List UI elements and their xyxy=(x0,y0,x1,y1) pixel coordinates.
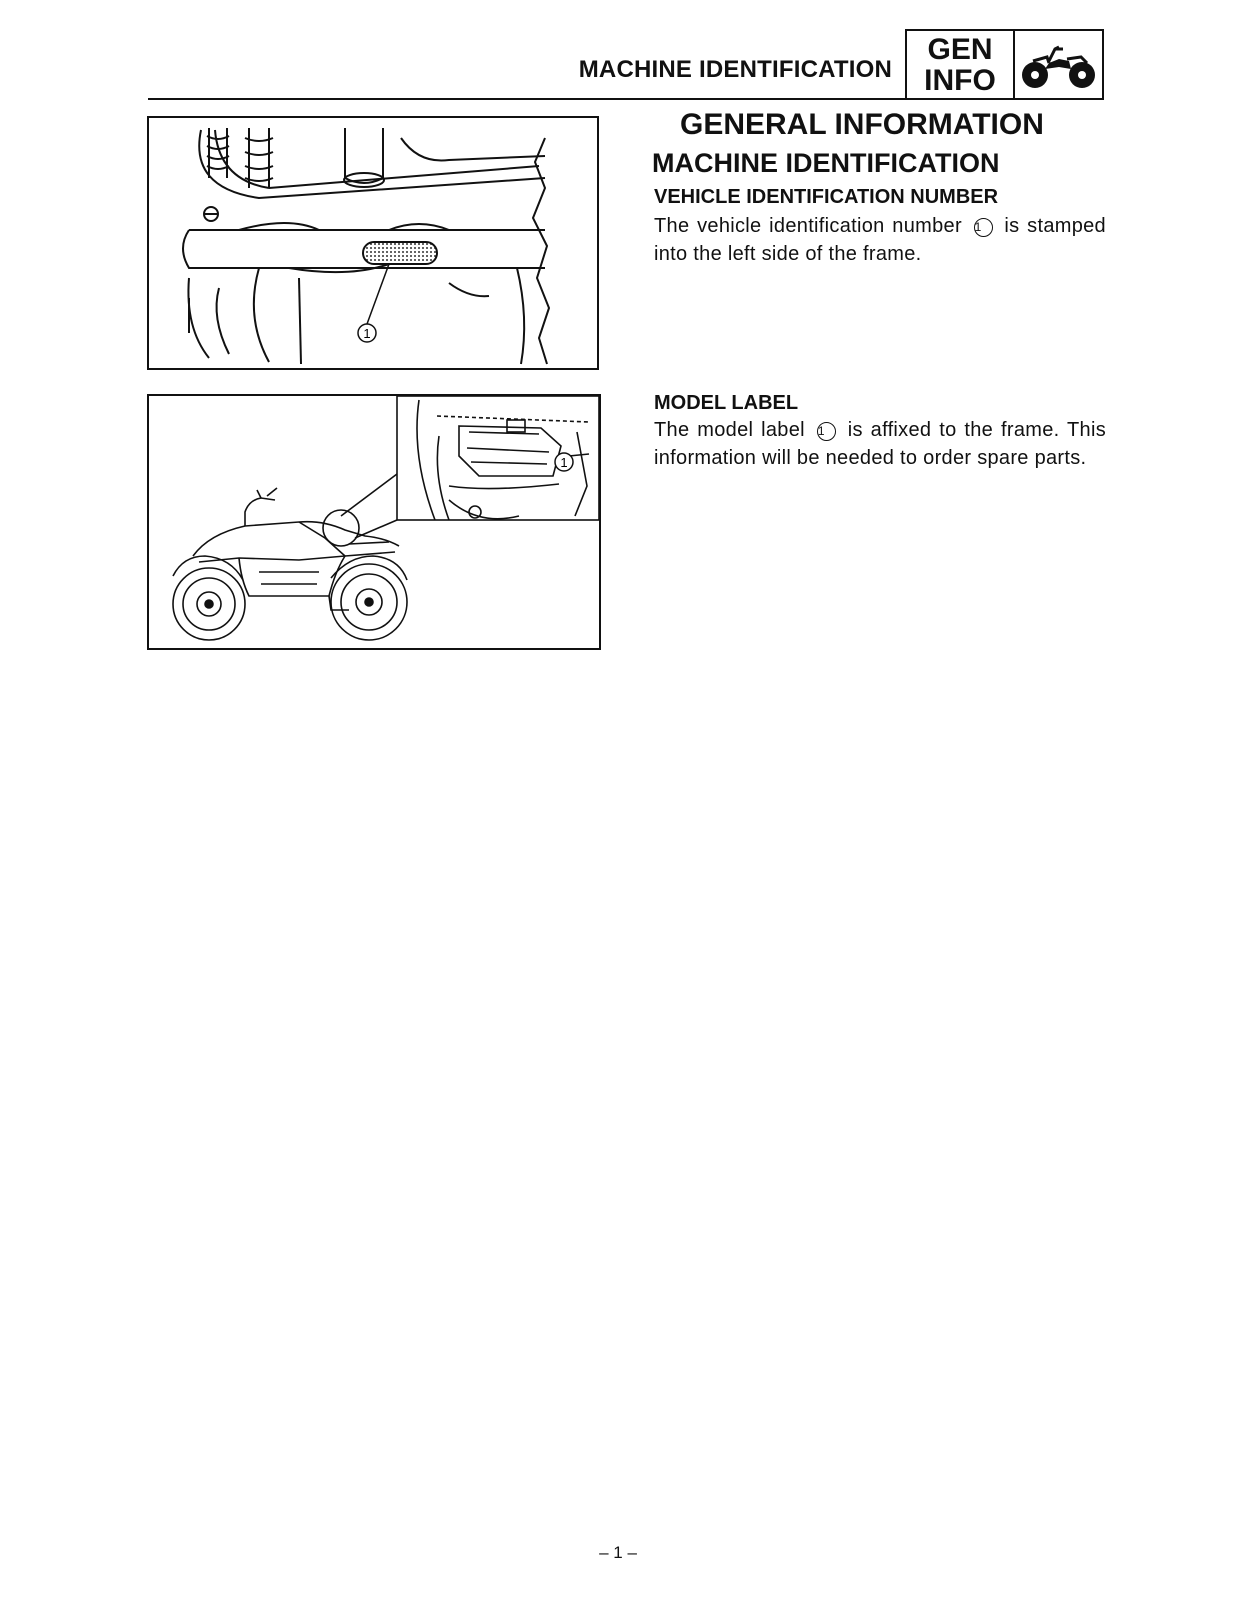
vin-callout-ref: 1 xyxy=(974,218,993,237)
vin-heading: VEHICLE IDENTIFICATION NUMBER xyxy=(654,186,999,208)
model-label-figure xyxy=(147,394,601,650)
model-label-callout: 1 xyxy=(560,455,568,470)
model-label-heading: MODEL LABEL xyxy=(654,392,799,414)
vin-text-before: The vehicle identification number xyxy=(654,215,962,237)
vin-text-after: is stamped into the left side of the frame. xyxy=(654,215,1106,265)
model-label-text-after: is affixed to the frame. This information will be needed to order spare parts. xyxy=(654,419,1107,469)
model-label-text-before: The model label xyxy=(654,419,805,441)
atv-icon xyxy=(1015,31,1102,98)
tab-line-1: GEN xyxy=(927,32,993,66)
subsection-title: MACHINE IDENTIFICATION xyxy=(652,148,1000,178)
header-rule xyxy=(148,98,906,100)
vin-paragraph xyxy=(654,212,1106,268)
vin-callout: 1 xyxy=(363,326,371,341)
vin-location-figure xyxy=(147,116,599,370)
model-label-callout-ref: 1 xyxy=(817,422,836,441)
model-label-paragraph xyxy=(654,416,1106,472)
vin-stamp-area xyxy=(363,242,437,264)
tab-line-2: INFO xyxy=(924,63,996,97)
page-number: – 1 – xyxy=(599,1543,637,1562)
section-tab-label xyxy=(907,31,1015,98)
header-title: MACHINE IDENTIFICATION xyxy=(578,56,892,83)
section-tab xyxy=(905,29,1104,100)
section-title: GENERAL INFORMATION xyxy=(680,108,1044,141)
